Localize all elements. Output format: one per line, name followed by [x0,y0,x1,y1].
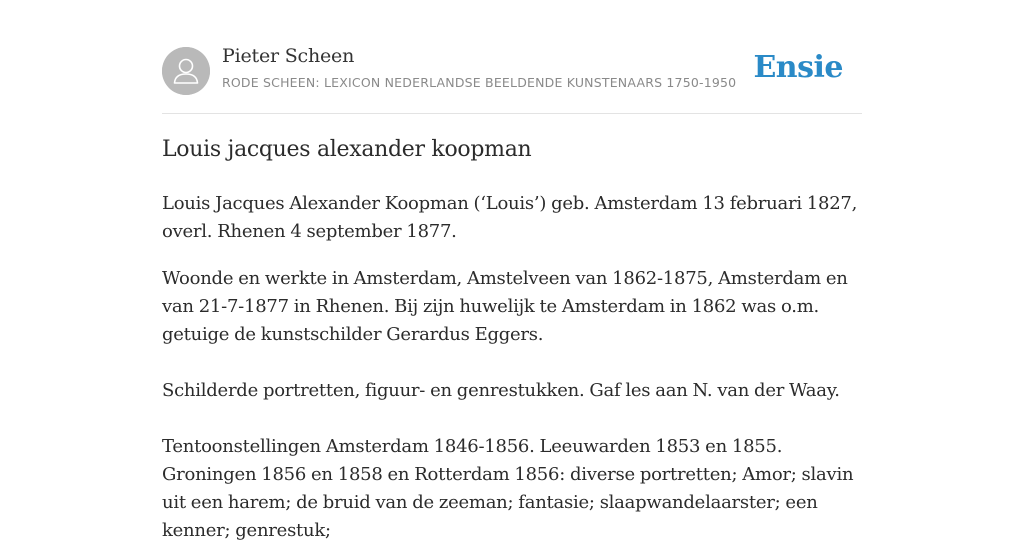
article-page [162,0,862,541]
article-paragraph-exhibitions: Tentoonstellingen Amsterdam 1846-1856. Leeuwarden 1853 en 1855. Groningen 1856 en 1858 en Rotterdam 1856: diverse portretten; Amor; slavin uit een harem; de bruid van de zeeman; fantasie; slaapwandelaarster; een kenner; genrestuk; [162,436,854,541]
article-title: Louis jacques alexander koopman [162,137,532,162]
article-paragraph-work: Schilderde portretten, figuur- en genrestukken. Gaf les aan N. van der Waay. [162,380,840,401]
author-name[interactable]: Pieter Scheen [222,45,355,67]
article-paragraph-intro: Louis Jacques Alexander Koopman (‘Louis’) geb. Amsterdam 13 februari 1827, overl. Rhenen 4 september 1877. [162,193,858,242]
source-label[interactable]: RODE SCHEEN: LEXICON NEDERLANDSE BEELDENDE KUNSTENAARS 1750-1950 [222,75,737,90]
user-avatar-icon[interactable] [162,47,210,95]
ensie-logo[interactable]: Ensie [753,50,843,85]
article-paragraph-residence: Woonde en werkte in Amsterdam, Amstelveen van 1862-1875, Amsterdam en van 21-7-1877 in Rhenen. Bij zijn huwelijk te Amsterdam in 1862 was o.m. getuige de kunstschilder Gerardus Eggers. [162,268,848,345]
article-header [162,0,862,114]
article-body [162,190,862,545]
